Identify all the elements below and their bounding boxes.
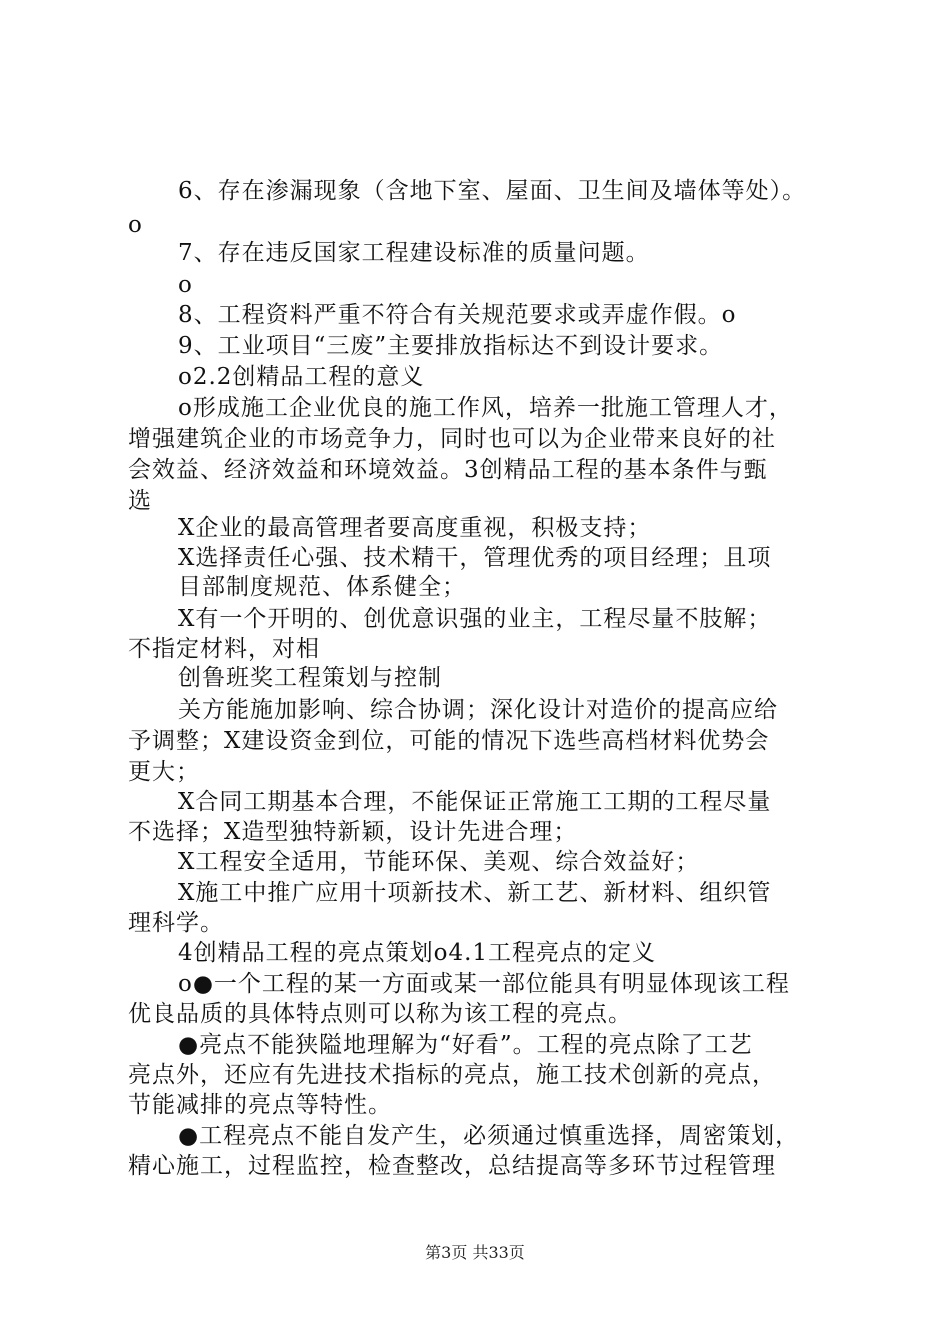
- text-line: 理科学。: [128, 910, 224, 936]
- text-line: o: [178, 272, 193, 298]
- page-number: 第3页 共33页: [425, 1243, 525, 1262]
- text-line: 9、工业项目“三废”主要排放指标达不到设计要求。: [178, 333, 724, 359]
- text-line: X工程安全适用，节能环保、美观、综合效益好；: [178, 849, 700, 875]
- text-line: o: [128, 212, 143, 238]
- text-line: X有一个开明的、创优意识强的业主，工程尽量不肢解；: [178, 606, 772, 632]
- text-line: 不选择；X造型独特新颖，设计先进合理；: [128, 819, 578, 845]
- text-line: 7、存在违反国家工程建设标准的质量问题。: [178, 240, 650, 266]
- text-line: X选择责任心强、技术精干，管理优秀的项目经理；且项: [178, 545, 772, 571]
- text-line: 不指定材料，对相: [128, 636, 320, 662]
- text-line: 目部制度规范、体系健全；: [178, 574, 466, 600]
- text-line: 会效益、经济效益和环境效益。3创精品工程的基本条件与甄: [128, 457, 768, 483]
- text-line: 关方能施加影响、综合协调；深化设计对造价的提高应给: [178, 697, 778, 723]
- section-heading: o2.2创精品工程的意义: [178, 364, 425, 390]
- text-line: 8、工程资料严重不符合有关规范要求或弄虚作假。o: [178, 302, 737, 328]
- text-line: 亮点外，还应有先进技术指标的亮点，施工技术创新的亮点，: [128, 1062, 776, 1088]
- section-heading: 创鲁班奖工程策划与控制: [178, 665, 442, 691]
- text-line: o形成施工企业优良的施工作风，培养一批施工管理人才，: [178, 395, 793, 421]
- text-line: ●工程亮点不能自发产生，必须通过慎重选择，周密策划，: [178, 1123, 800, 1149]
- text-line: 优良品质的具体特点则可以称为该工程的亮点。: [128, 1001, 632, 1027]
- text-line: X施工中推广应用十项新技术、新工艺、新材料、组织管: [178, 880, 772, 906]
- text-line: 增强建筑企业的市场竞争力，同时也可以为企业带来良好的社: [128, 426, 776, 452]
- section-heading: 4创精品工程的亮点策划o4.1工程亮点的定义: [178, 940, 657, 966]
- text-line: 精心施工，过程监控，检查整改，总结提高等多环节过程管理: [128, 1153, 776, 1179]
- text-line: 更大；: [128, 759, 200, 785]
- text-line: 6、存在渗漏现象（含地下室、屋面、卫生间及墙体等处）。: [178, 178, 807, 204]
- text-line: ●亮点不能狭隘地理解为“好看”。工程的亮点除了工艺: [178, 1032, 753, 1058]
- text-line: 选: [128, 488, 152, 514]
- text-line: 节能减排的亮点等特性。: [128, 1092, 392, 1118]
- text-line: o●一个工程的某一方面或某一部位能具有明显体现该工程: [178, 971, 790, 997]
- text-line: 予调整；X建设资金到位，可能的情况下选些高档材料优势会: [128, 728, 770, 754]
- text-line: X企业的最高管理者要高度重视，积极支持；: [178, 515, 652, 541]
- text-line: X合同工期基本合理，不能保证正常施工工期的工程尽量: [178, 789, 772, 815]
- page-footer: [0, 1242, 950, 1264]
